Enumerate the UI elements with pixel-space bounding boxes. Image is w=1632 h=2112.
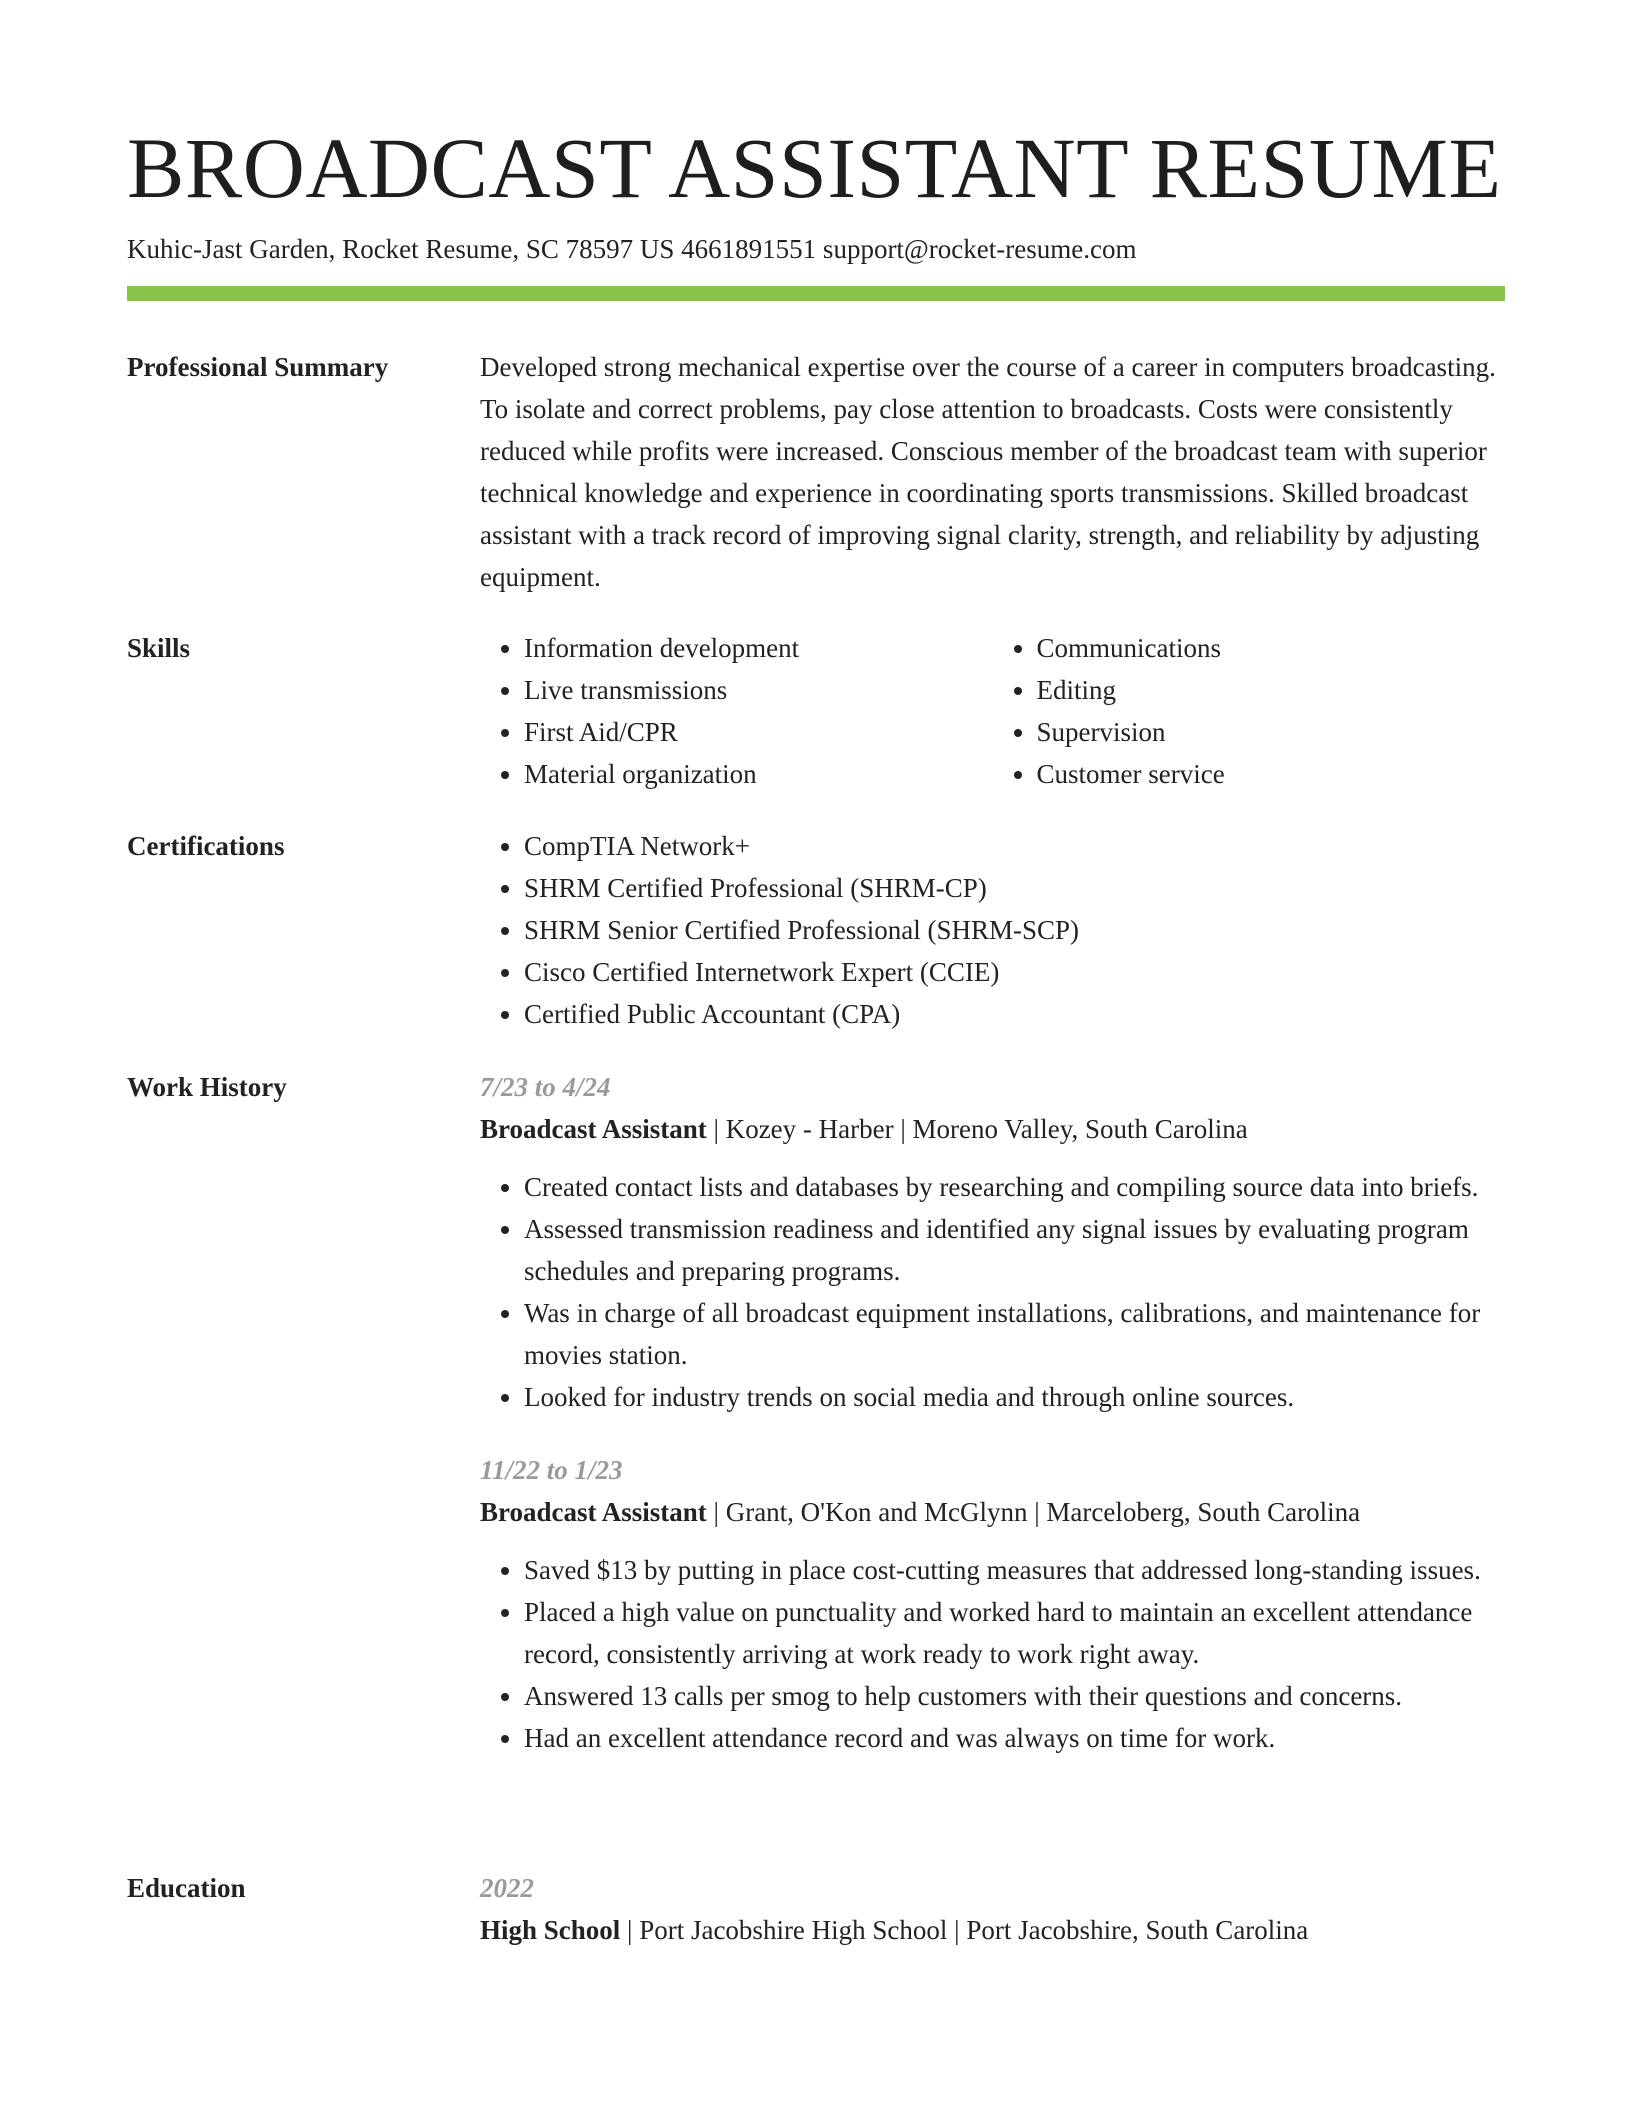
- list-item: • Certified Public Accountant (CPA): [524, 993, 1505, 1035]
- skills-list-left: [480, 627, 993, 795]
- education-date: 2022: [480, 1873, 534, 1903]
- certifications-body: [480, 825, 1505, 1035]
- job-details: | Grant, O'Kon and McGlynn | Marceloberg, South Carolina: [706, 1497, 1361, 1527]
- list-item: • Assessed transmission readiness and identified any signal issues by evaluating program schedules and preparing programs.: [524, 1208, 1505, 1292]
- list-item: • Was in charge of all broadcast equipment installations, calibrations, and maintenance for movies station.: [524, 1292, 1505, 1376]
- job-entry: [480, 1449, 1505, 1759]
- list-item: • Editing: [1037, 669, 1506, 711]
- job-title: Broadcast Assistant: [480, 1114, 707, 1144]
- section-label-certifications: Certifications: [127, 831, 285, 861]
- job-details: | Kozey - Harber | Moreno Valley, South Carolina: [706, 1114, 1248, 1144]
- job-date: 11/22 to 1/23: [480, 1455, 623, 1485]
- job-date: 7/23 to 4/24: [480, 1072, 611, 1102]
- job-role: [480, 1108, 1505, 1150]
- education-entry: [480, 1909, 1505, 1951]
- list-item: • First Aid/CPR: [524, 711, 993, 753]
- list-item: • Material organization: [524, 753, 993, 795]
- section-label-skills: Skills: [127, 633, 191, 663]
- resume-title: BROADCAST ASSISTANT RESUME: [127, 120, 1502, 216]
- certifications-list: [480, 825, 1505, 1035]
- list-item: • Created contact lists and databases by researching and compiling source data into briefs.: [524, 1166, 1505, 1208]
- list-item: • Had an excellent attendance record and was always on time for work.: [524, 1717, 1505, 1759]
- list-item: • Cisco Certified Internetwork Expert (CCIE): [524, 951, 1505, 993]
- education-degree: High School: [480, 1915, 621, 1945]
- job-bullets: [480, 1166, 1505, 1418]
- list-item: • Supervision: [1037, 711, 1506, 753]
- skills-list-right: [993, 627, 1506, 795]
- section-label-summary: Professional Summary: [127, 352, 389, 382]
- job-entry: [480, 1066, 1505, 1418]
- list-item: • Saved $13 by putting in place cost-cutting measures that addressed long-standing issues.: [524, 1549, 1505, 1591]
- list-item: • Customer service: [1037, 753, 1506, 795]
- list-item: • Placed a high value on punctuality and worked hard to maintain an excellent attendance record, consistently arriving at work ready to work right away.: [524, 1591, 1505, 1675]
- summary-text: Developed strong mechanical expertise over the course of a career in computers broadcasting. To isolate and correct problems, pay close attention to broadcasts. Costs were consistently reduced while profits were increased. Conscious member of the broadcast team with superior technical knowledge and experience in coordinating sports transmissions. Skilled broadcast assistant with a track record of improving signal clarity, strength, and reliability by adjusting equipment.: [480, 352, 1496, 592]
- list-item: • Information development: [524, 627, 993, 669]
- summary-body: [480, 346, 1505, 598]
- skills-body: [480, 627, 1505, 795]
- list-item: • CompTIA Network+: [524, 825, 1505, 867]
- contact-line: Kuhic-Jast Garden, Rocket Resume, SC 78597 US 4661891551 support@rocket-resume.com: [127, 234, 1137, 264]
- list-item: • Live transmissions: [524, 669, 993, 711]
- section-label-education: Education: [127, 1873, 246, 1903]
- work-history-body: [480, 1066, 1505, 1759]
- list-item: • SHRM Certified Professional (SHRM-CP): [524, 867, 1505, 909]
- section-label-work-history: Work History: [127, 1072, 287, 1102]
- job-bullets: [480, 1549, 1505, 1759]
- accent-divider: [127, 286, 1505, 301]
- list-item: • Communications: [1037, 627, 1506, 669]
- list-item: • SHRM Senior Certified Professional (SHRM-SCP): [524, 909, 1505, 951]
- job-role: [480, 1491, 1505, 1533]
- education-details: | Port Jacobshire High School | Port Jacobshire, South Carolina: [620, 1915, 1309, 1945]
- education-body: [480, 1867, 1505, 1967]
- job-title: Broadcast Assistant: [480, 1497, 707, 1527]
- list-item: • Looked for industry trends on social media and through online sources.: [524, 1376, 1505, 1418]
- list-item: • Answered 13 calls per smog to help customers with their questions and concerns.: [524, 1675, 1505, 1717]
